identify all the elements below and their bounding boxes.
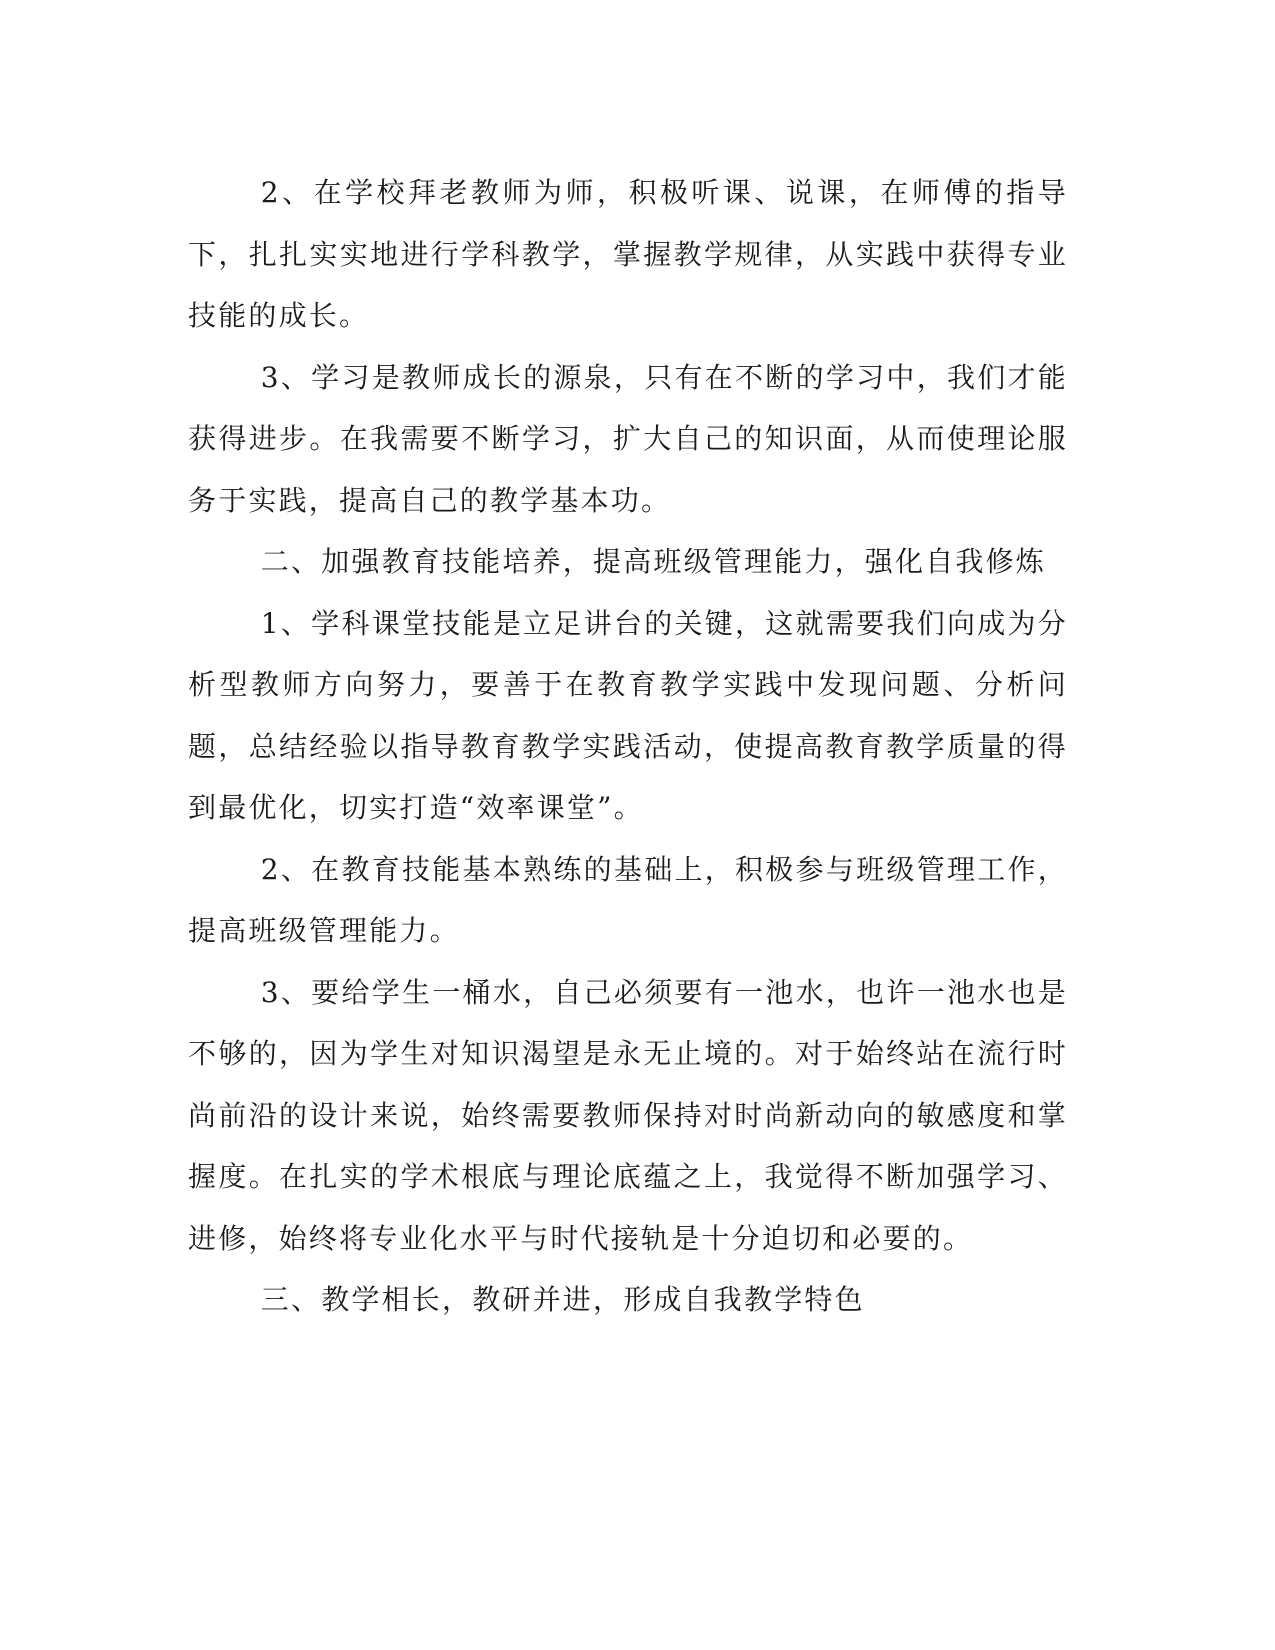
paragraph-1-classroom-skills: 1、学科课堂技能是立足讲台的关键，这就需要我们向成为分析型教师方向努力，要善于在教育教学实践中发现问题、分析问题，总结经验以指导教育教学实践活动，使提高教育教学质量的得到最优化，切实打造“效率课堂”。 bbox=[188, 606, 1068, 824]
paragraph-3-learning: 3、学习是教师成长的源泉，只有在不断的学习中，我们才能获得进步。在我需要不断学习，扩大自己的知识面，从而使理论服务于实践，提高自己的教学基本功。 bbox=[188, 360, 1068, 517]
section-heading-2: 二、加强教育技能培养，提高班级管理能力，强化自我修炼 bbox=[260, 545, 1046, 578]
section-heading-3: 三、教学相长，教研并进，形成自我教学特色 bbox=[260, 1283, 865, 1316]
paragraph-2-apprentice: 2、在学校拜老教师为师，积极听课、说课，在师傅的指导下，扎扎实实地进行学科教学，掌握教学规律，从实践中获得专业技能的成长。 bbox=[188, 176, 1068, 332]
document-body bbox=[188, 162, 1068, 1331]
paragraph-3-continuous-study: 3、要给学生一桶水，自己必须要有一池水，也许一池水也是不够的，因为学生对知识渴望是永无止境的。对于始终站在流行时尚前沿的设计来说，始终需要教师保持对时尚新动向的敏感度和掌握度。在扎实的学术根底与理论底蕴之上，我觉得不断加强学习、进修，始终将专业化水平与时代接轨是十分迫切和必要的。 bbox=[188, 975, 1068, 1255]
paragraph-2-class-management: 2、在教育技能基本熟练的基础上，积极参与班级管理工作，提高班级管理能力。 bbox=[188, 852, 1068, 947]
